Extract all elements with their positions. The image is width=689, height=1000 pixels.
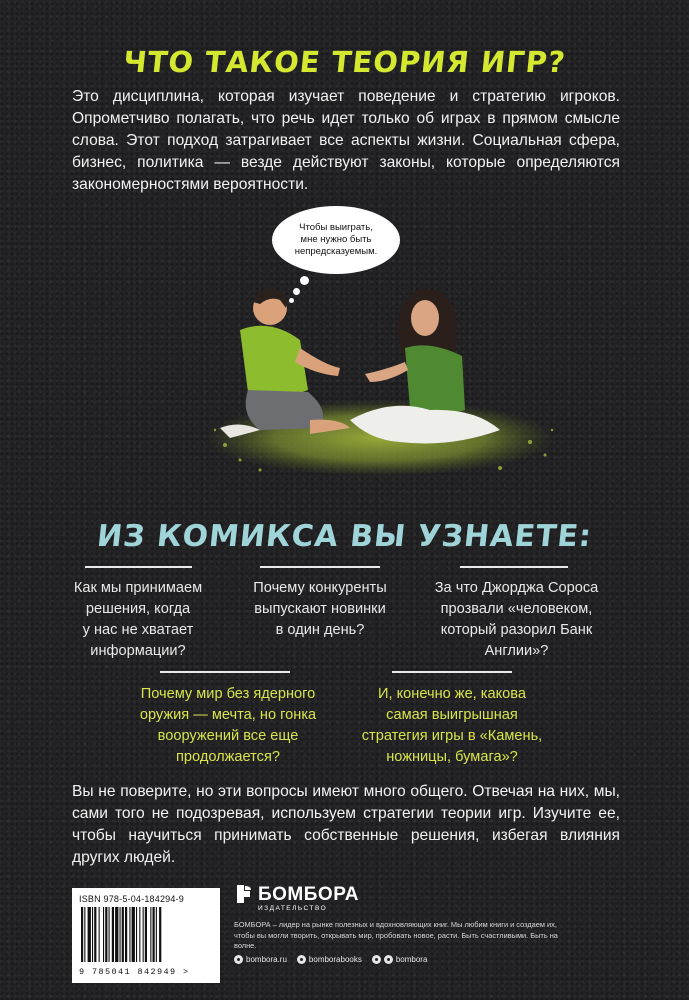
publisher-description: БОМБОРА – лидер на рынке полезных и вдохновляющих книг. Мы любим книги и создаем их, чтобы вы могли творить, открывать мир, пробовать новое, расти. Быть счастливыми. Быть на волне. — [234, 920, 558, 950]
barcode-bar — [153, 907, 155, 962]
barcode-bar — [156, 907, 157, 962]
barcode-bar — [109, 907, 110, 962]
barcode-bar — [125, 907, 127, 962]
barcode-bar — [120, 907, 121, 962]
publisher-subtitle: ИЗДАТЕЛЬСТВО — [258, 905, 328, 912]
publisher-logo-icon — [234, 883, 254, 905]
speech-bubble — [272, 206, 400, 274]
barcode-bar — [92, 907, 93, 962]
comic-illustration — [200, 270, 560, 480]
barcode-bar — [115, 907, 118, 962]
barcode-bar — [94, 907, 96, 962]
intro-paragraph: Это дисциплина, которая изучает поведение и стратегию игроков. Опрометчиво полагать, что речь идет только об играх в прямом смысле слова. Этот подход затрагивает все аспекты жизни. Социальная сфера, бизнес, политика — везде действуют законы, которые определяются закономерностями вероятности. — [72, 88, 620, 193]
question-5: И, конечно же, какова самая выигрышная стратегия игры в «Камень, ножницы, бумага»? — [361, 686, 543, 765]
question-1: Как мы принимаем решения, когда у нас не хватает информации? — [73, 580, 203, 659]
barcode-bar — [139, 907, 140, 962]
social-links — [234, 955, 427, 964]
question-2: Почему конкуренты выпускают новинки в один день? — [253, 580, 387, 638]
outro-paragraph: Вы не поверите, но эти вопросы имеют много общего. Отвечая на них, мы, сами того не подозревая, используем стратегии теории игр. Изучите ее, чтобы научиться принимать собственные решения, избегая влияния других людей. — [72, 783, 620, 866]
social-bombora[interactable] — [372, 955, 428, 964]
barcode-bar — [99, 907, 100, 962]
social-website-label: bombora.ru — [246, 955, 287, 964]
girl-figure — [350, 289, 500, 444]
barcode-bar — [122, 907, 124, 962]
divider-line — [392, 671, 512, 673]
speech-bubble-text: Чтобы выиграть, мне нужно быть непредсказуемым. — [294, 222, 378, 257]
barcode-bar — [112, 907, 114, 962]
barcode-bar — [105, 907, 107, 962]
divider-line — [260, 566, 380, 568]
barcode-bar — [143, 907, 144, 962]
barcode-bar — [84, 907, 85, 962]
barcode-bar — [136, 907, 137, 962]
social-bombora-label: bombora — [395, 955, 428, 964]
isbn-number: ISBN 978-5-04-184294-9 — [79, 894, 184, 904]
divider-line — [85, 566, 192, 568]
divider-line — [160, 671, 290, 673]
website-icon — [234, 955, 243, 964]
heading-what-is-game-theory: ЧТО ТАКОЕ ТЕОРИЯ ИГР? — [121, 45, 568, 79]
publisher-name: БОМБОРА — [258, 884, 359, 905]
barcode-bar — [145, 907, 147, 962]
vk-icon — [372, 955, 381, 964]
divider-line — [460, 566, 568, 568]
barcode-bar — [150, 907, 151, 962]
barcode-bars — [79, 907, 213, 962]
social-books-label: bomborabooks — [308, 955, 362, 964]
social-books[interactable] — [297, 955, 362, 964]
barcode-bar — [159, 907, 161, 962]
social-website[interactable] — [234, 955, 287, 964]
barcode-bar — [88, 907, 91, 962]
instagram-icon — [297, 955, 306, 964]
barcode-digits: 9 785041 842949 > — [79, 967, 190, 977]
isbn-barcode — [72, 888, 220, 983]
question-4: Почему мир без ядерного оружия — мечта, но гонка вооружений все еще продолжается? — [139, 686, 317, 765]
heading-you-will-learn: ИЗ КОМИКСА ВЫ УЗНАЕТЕ: — [95, 519, 594, 554]
barcode-bar — [132, 907, 135, 962]
barcode-bar — [129, 907, 130, 962]
barcode-bar — [103, 907, 104, 962]
telegram-icon — [384, 955, 393, 964]
barcode-bar — [81, 907, 83, 962]
question-3: За что Джорджа Сороса прозвали «человеком, который разорил Банк Англии»? — [434, 580, 599, 659]
